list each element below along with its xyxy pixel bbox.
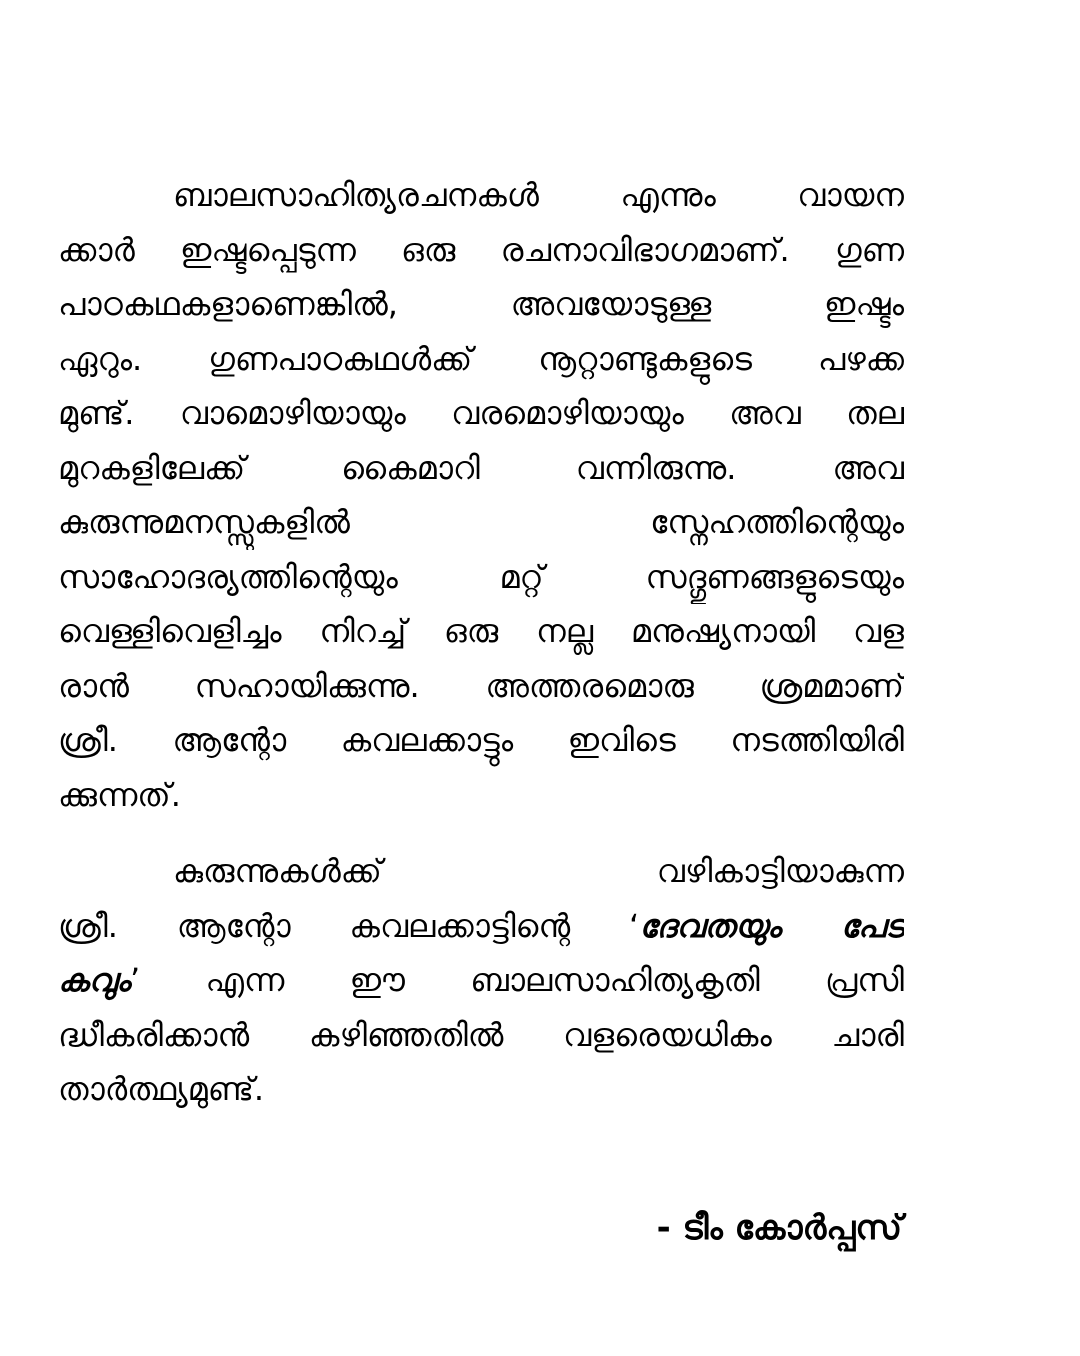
text-line: വെള്ളിവെളിച്ചം നിറച്ച് ഒരു നല്ല മനുഷ്യനായി വള	[58, 612, 904, 650]
text-span: ശ്രീ. ആന്റോ കവലക്കാട്ടിന്റെ ‘	[58, 906, 640, 945]
text-line	[58, 953, 904, 1008]
text-line	[58, 899, 904, 954]
text-line: മുണ്ട്. വാമൊഴിയായും വരമൊഴിയായും അവ തല	[58, 394, 904, 432]
text-line: ബാലസാഹിത്യരചനകൾ എന്നും വായന	[173, 176, 904, 214]
text-line: രാൻ സഹായിക്കുന്നു. അത്തരമൊരു ശ്രമമാണ്	[58, 666, 904, 705]
text-line: മുറകളിലേക്ക് കൈമാറി വന്നിരുന്നു. അവ	[58, 448, 904, 487]
signature: - ടീം കോർപ്പസ്	[656, 1208, 902, 1248]
text-line: ഏറും. ഗുണപാഠകഥൾക്ക് നൂറ്റാണ്ടുകളുടെ പഴക്ക	[58, 339, 904, 378]
book-title: ദേവതയും പേട	[639, 906, 904, 945]
text-line: സാഹോദര്യത്തിന്റെയും മറ്റ് സദ്ഗുണങ്ങളുടെയും	[58, 557, 904, 596]
text-line: ശ്രീ. ആന്റോ കവലക്കാട്ടും ഇവിടെ നടത്തിയിരി	[58, 721, 904, 759]
paragraph-2	[58, 844, 904, 1117]
text-line: ക്കാർ ഇഷ്ടപ്പെടുന്ന ഒരു രചനാവിഭാഗമാണ്. ഗുണ	[58, 230, 904, 269]
paragraph-gap	[58, 822, 904, 844]
text-line: കുരുന്നുകൾക്ക് വഴികാട്ടിയാകുന്ന	[173, 852, 904, 890]
text-span: ’ എന്ന ഈ ബാലസാഹിത്യകൃതി പ്രസി	[130, 961, 904, 999]
text-line: പാഠകഥകളാണെങ്കിൽ, അവയോടുള്ള ഇഷ്ടം	[58, 285, 904, 323]
book-title: കവും	[58, 961, 131, 999]
text-line: താർത്ഥ്യമുണ്ട്.	[58, 1070, 265, 1108]
text-line: ദ്ധീകരിക്കാൻ കഴിഞ്ഞതിൽ വളരെയധികം ചാരി	[58, 1015, 904, 1054]
text-line: കുരുന്നുമനസ്സുകളിൽ സ്നേഹത്തിന്റെയും	[58, 503, 904, 541]
text-line: ക്കുന്നത്.	[58, 775, 181, 814]
paragraph-1	[58, 168, 904, 822]
body-text	[58, 168, 904, 1117]
